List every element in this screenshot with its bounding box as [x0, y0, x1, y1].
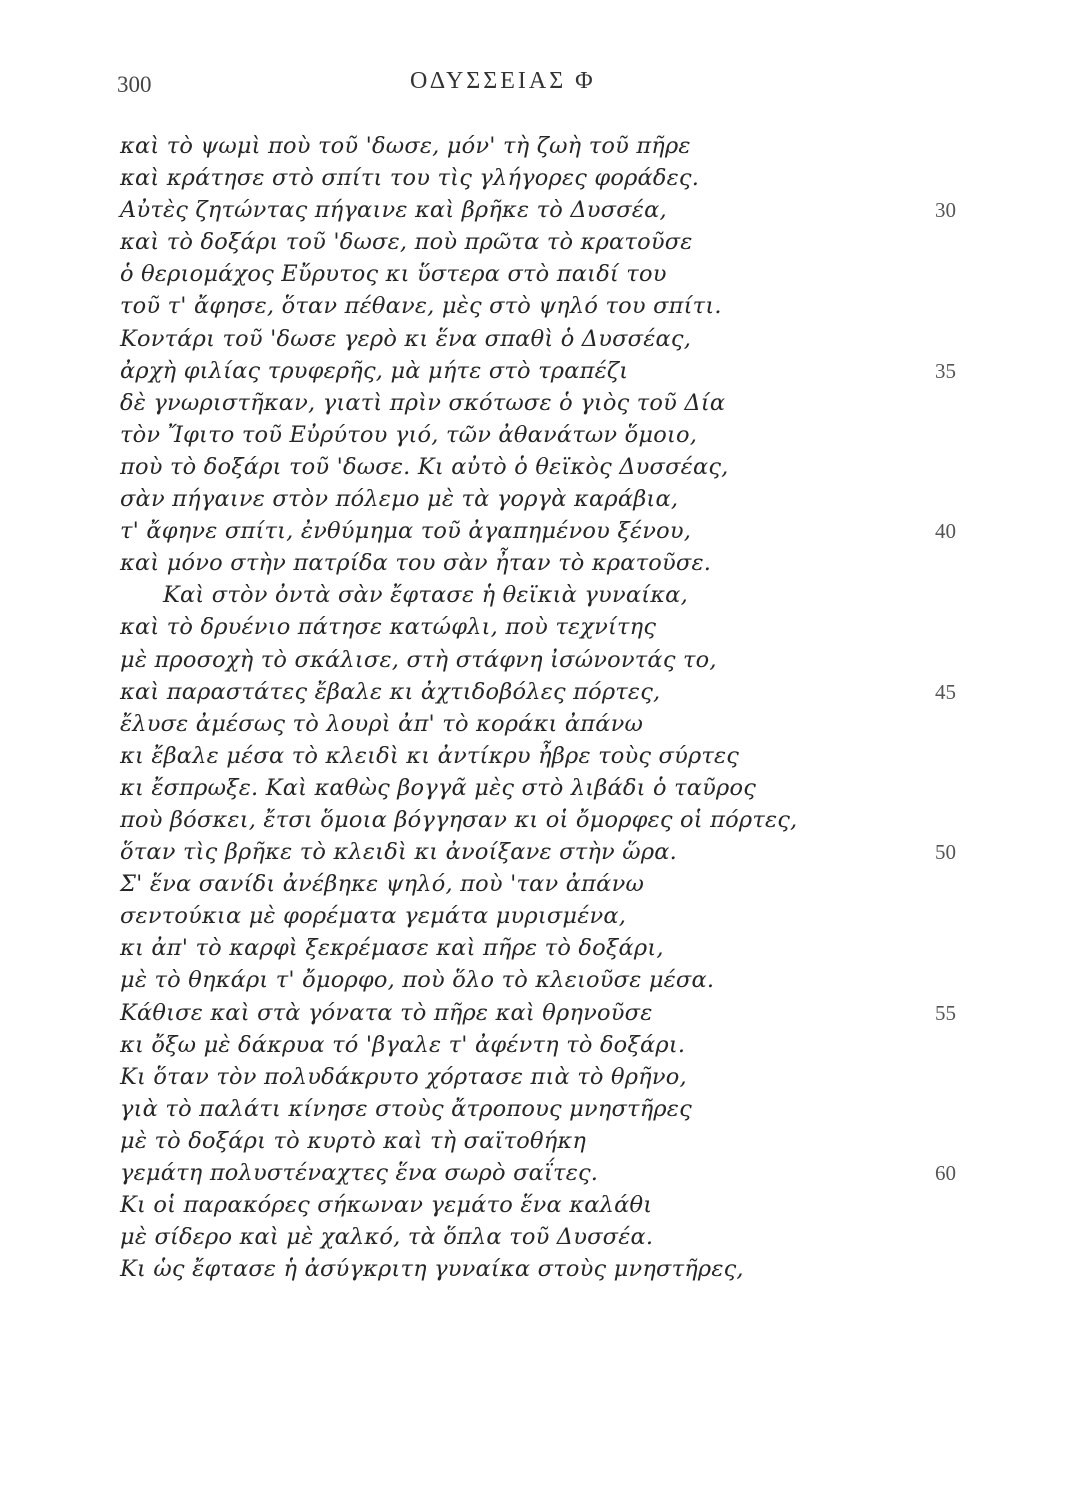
page-number: 300	[117, 72, 152, 97]
line-number: 50	[935, 840, 956, 865]
verse-line	[0, 772, 1076, 804]
verse-text: γιὰ τὸ παλάτι κίνησε στοὺς ἄτροπους μνηστῆρες	[120, 1095, 692, 1122]
verse-text: Κι ὡς ἔφτασε ἡ ἀσύγκριτη γυναίκα στοὺς μνηστῆρες,	[120, 1256, 744, 1283]
verse-line	[0, 355, 1076, 387]
verse-line	[0, 1221, 1076, 1253]
line-number: 35	[935, 358, 956, 383]
verse-text: κι ὄξω μὲ δάκρυα τό 'βγαλε τ' ἀφέντη τὸ δοξάρι.	[120, 1031, 686, 1058]
verse-text: σεντούκια μὲ φορέματα γεμάτα μυρισμένα,	[120, 903, 627, 930]
verse-text: Κι ὅταν τὸν πολυδάκρυτο χόρτασε πιὰ τὸ θρῆνο,	[120, 1063, 687, 1090]
verse-line	[0, 258, 1076, 290]
verse-text: καὶ μόνο στὴν πατρίδα του σὰν ἦταν τὸ κρατοῦσε.	[120, 550, 712, 577]
verse-line	[0, 1253, 1076, 1285]
verse-line	[0, 226, 1076, 258]
verse-line	[0, 387, 1076, 419]
verse-text: γεμάτη πολυστέναχτες ἕνα σωρὸ σαΐτες.	[120, 1160, 599, 1186]
verse-text: καὶ τὸ δρυένιο πάτησε κατώφλι, ποὺ τεχνίτης	[120, 614, 657, 641]
verse-line	[0, 804, 1076, 836]
book-title: ΟΔΥΣΣΕΙΑΣ Φ	[410, 68, 596, 94]
verse-line	[0, 1125, 1076, 1157]
line-number: 55	[935, 1000, 956, 1025]
verse-text: καὶ παραστάτες ἔβαλε κι ἀχτιδοβόλες πόρτες,	[120, 678, 661, 705]
verse-text: καὶ τὸ δοξάρι τοῦ 'δωσε, ποὺ πρῶτα τὸ κρατοῦσε	[120, 229, 693, 256]
verse-line	[0, 644, 1076, 676]
verse-text: Αὐτὲς ζητώντας πήγαινε καὶ βρῆκε τὸ Δυσσέα,	[120, 197, 667, 224]
verse-text: δὲ γνωριστῆκαν, γιατὶ πρὶν σκότωσε ὁ γιὸς τοῦ Δία	[120, 389, 726, 416]
running-head	[0, 64, 1076, 104]
verse-line	[0, 579, 1076, 611]
verse-line	[0, 451, 1076, 483]
line-number: 40	[935, 519, 956, 544]
verse-text: τοῦ τ' ἄφησε, ὅταν πέθανε, μὲς στὸ ψηλό του σπίτι.	[120, 293, 722, 320]
verse-line	[0, 868, 1076, 900]
verse-line	[0, 676, 1076, 708]
verse-line	[0, 997, 1076, 1029]
verse-text: καὶ τὸ ψωμὶ ποὺ τοῦ 'δωσε, μόν' τὴ ζωὴ τοῦ πῆρε	[120, 133, 691, 159]
verse-text: κι ἔσπρωξε. Καὶ καθὼς βογγᾶ μὲς στὸ λιβάδι ὁ ταῦρος	[120, 774, 757, 801]
verse-line	[0, 1061, 1076, 1093]
verse-text: ποὺ τὸ δοξάρι τοῦ 'δωσε. Κι αὐτὸ ὁ θεϊκὸς Δυσσέας,	[120, 453, 729, 480]
verse-text: ποὺ βόσκει, ἔτσι ὅμοια βόγγησαν κι οἱ ὄμορφες οἱ πόρτες,	[120, 806, 798, 833]
verse-text: ὅταν τὶς βρῆκε τὸ κλειδὶ κι ἀνοίξανε στὴν ὥρα.	[120, 839, 678, 866]
verse-line	[0, 547, 1076, 579]
verse-text: Κάθισε καὶ στὰ γόνατα τὸ πῆρε καὶ θρηνοῦσε	[120, 999, 653, 1026]
verse-line	[0, 323, 1076, 355]
verse-text: τ' ἄφηνε σπίτι, ἐνθύμημα τοῦ ἀγαπημένου ξένου,	[120, 518, 692, 545]
verse-text: μὲ προσοχὴ τὸ σκάλισε, στὴ στάφνη ἰσώνοντάς το,	[120, 646, 717, 673]
verse-text: Κοντάρι τοῦ 'δωσε γερὸ κι ἕνα σπαθὶ ὁ Δυσσέας,	[120, 325, 692, 352]
verse-line	[0, 1093, 1076, 1125]
verse-line	[0, 900, 1076, 932]
verse-line	[0, 130, 1076, 162]
verse-text: τὸν Ἴφιτο τοῦ Εὐρύτου γιό, τῶν ἀθανάτων ὅμοιο,	[120, 421, 698, 448]
verse-line	[0, 162, 1076, 194]
verse-line	[0, 964, 1076, 996]
verse-text: ὁ θεριομάχος Εὔρυτος κι ὕστερα στὸ παιδί του	[120, 261, 667, 288]
verse-line	[0, 290, 1076, 322]
verse-text: μὲ τὸ θηκάρι τ' ὄμορφο, ποὺ ὅλο τὸ κλειοῦσε μέσα.	[120, 967, 715, 994]
verse-text: Σ' ἕνα σανίδι ἀνέβηκε ψηλό, ποὺ 'ταν ἀπάνω	[120, 871, 644, 898]
verse-text: ἀρχὴ φιλίας τρυφερῆς, μὰ μήτε στὸ τραπέζι	[120, 357, 629, 384]
verse-line	[0, 836, 1076, 868]
verse-line	[0, 611, 1076, 643]
line-number: 60	[935, 1161, 956, 1185]
verse-text: σὰν πήγαινε στὸν πόλεμο μὲ τὰ γοργὰ καράβια,	[120, 486, 679, 513]
verse-text: μὲ τὸ δοξάρι τὸ κυρτὸ καὶ τὴ σαϊτοθήκη	[120, 1127, 587, 1154]
verse-line	[0, 194, 1076, 226]
line-number: 30	[935, 198, 956, 223]
verse-line	[0, 515, 1076, 547]
verse-text: μὲ σίδερο καὶ μὲ χαλκό, τὰ ὅπλα τοῦ Δυσσέα.	[120, 1224, 654, 1251]
verse-line	[0, 1189, 1076, 1221]
line-number: 45	[935, 679, 956, 704]
verse-text: κι ἀπ' τὸ καρφὶ ξεκρέμασε καὶ πῆρε τὸ δοξάρι,	[120, 935, 664, 962]
verse-line	[0, 483, 1076, 515]
verse-text: Καὶ στὸν ὀντὰ σὰν ἔφτασε ἡ θεϊκιὰ γυναίκα,	[163, 582, 688, 609]
verse-line	[0, 740, 1076, 772]
verse-line	[0, 1029, 1076, 1061]
verse-line	[0, 708, 1076, 740]
verse-text: Κι οἱ παρακόρες σήκωναν γεμάτο ἕνα καλάθι	[120, 1192, 653, 1219]
verse-text: κι ἔβαλε μέσα τὸ κλειδὶ κι ἀντίκρυ ἦβρε τοὺς σύρτες	[120, 742, 740, 769]
verse-line	[0, 932, 1076, 964]
verse-line	[0, 1157, 1076, 1189]
verse-line	[0, 419, 1076, 451]
verse-text: καὶ κράτησε στὸ σπίτι του τὶς γλήγορες φοράδες.	[120, 165, 700, 192]
verse-body	[0, 130, 1076, 1285]
verse-text: ἔλυσε ἀμέσως τὸ λουρὶ ἀπ' τὸ κοράκι ἀπάνω	[120, 710, 644, 737]
